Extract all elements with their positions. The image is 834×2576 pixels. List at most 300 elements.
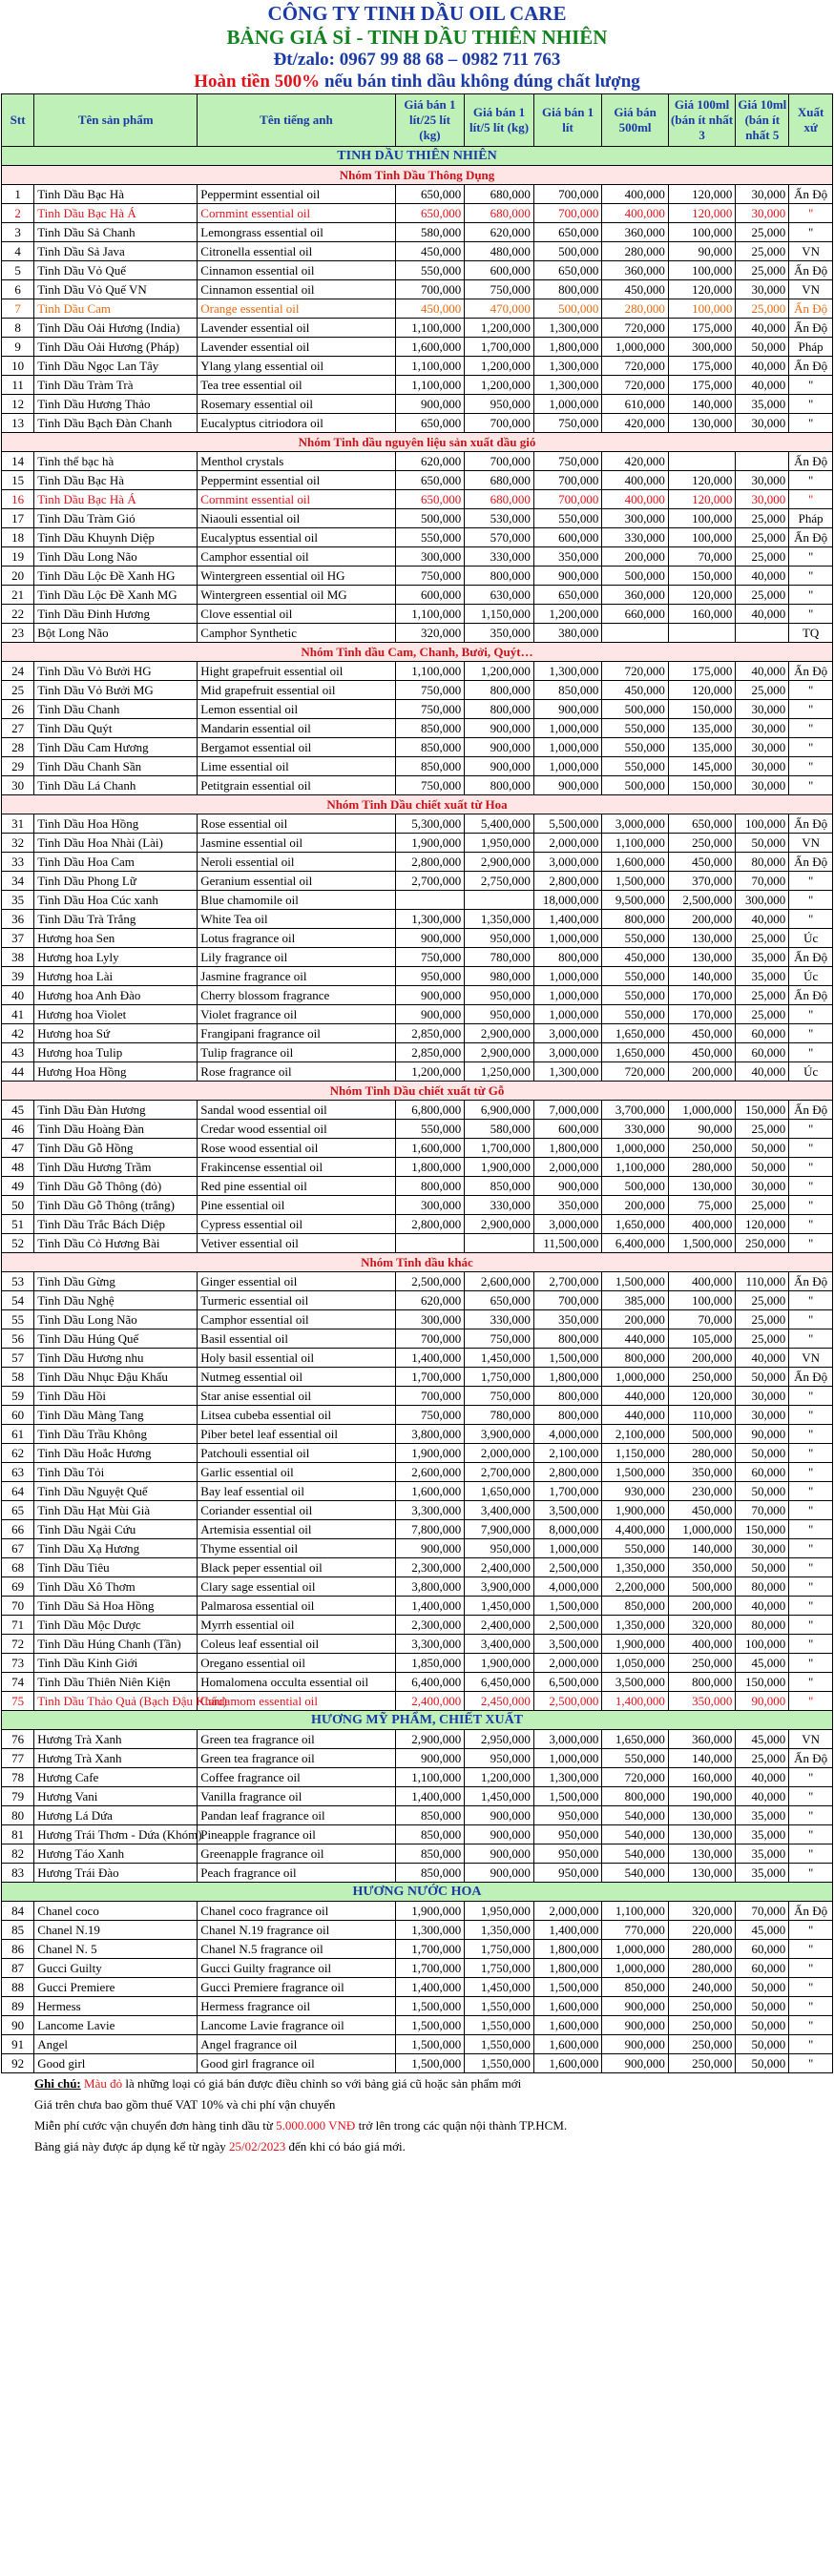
cell-price-1l: 2,800,000 (533, 1462, 602, 1481)
cell-stt: 17 (2, 508, 34, 527)
table-row (2, 527, 833, 546)
cell-origin: " (789, 546, 833, 566)
cell-price-1l: 4,000,000 (533, 1577, 602, 1596)
cell-price-10ml: 25,000 (736, 1748, 789, 1767)
cell-price-10ml: 30,000 (736, 1386, 789, 1405)
cell-price-25l: 1,100,000 (395, 604, 465, 623)
cell-price-1l: 1,000,000 (533, 1748, 602, 1767)
cell-price-1l: 1,300,000 (533, 375, 602, 394)
cell-stt: 52 (2, 1233, 34, 1252)
cell-price-25l: 1,100,000 (395, 661, 465, 680)
cell-price-10ml: 300,000 (736, 890, 789, 909)
cell-price-500ml: 280,000 (602, 241, 668, 260)
cell-price-5l: 950,000 (465, 928, 534, 947)
cell-price-1l: 1,000,000 (533, 928, 602, 947)
col-header-price-25l: Giá bán 1 lít/25 lít (kg) (395, 93, 465, 146)
cell-price-100ml (668, 451, 736, 470)
cell-english-name: Peppermint essential oil (198, 470, 395, 489)
cell-price-1l: 650,000 (533, 260, 602, 279)
note-text-3b: trở lên trong các quận nội thành TP.HCM. (358, 2117, 568, 2133)
cell-stt: 20 (2, 566, 34, 585)
cell-price-25l: 800,000 (395, 1176, 465, 1195)
cell-price-25l: 750,000 (395, 775, 465, 794)
cell-stt: 12 (2, 394, 34, 413)
cell-price-500ml: 360,000 (602, 585, 668, 604)
cell-stt: 87 (2, 1958, 34, 1977)
col-header-stt: Stt (2, 93, 34, 146)
table-row (2, 833, 833, 852)
cell-english-name: Lemon essential oil (198, 699, 395, 718)
cell-price-100ml: 100,000 (668, 299, 736, 318)
cell-price-1l: 5,500,000 (533, 814, 602, 833)
cell-origin: " (789, 470, 833, 489)
cell-price-10ml: 25,000 (736, 680, 789, 699)
cell-origin: " (789, 413, 833, 432)
note-text-4b: đến khi có báo giá mới. (288, 2138, 406, 2154)
cell-price-500ml: 500,000 (602, 1176, 668, 1195)
cell-price-10ml: 40,000 (736, 318, 789, 337)
cell-price-500ml: 1,650,000 (602, 1214, 668, 1233)
cell-price-25l: 3,800,000 (395, 1577, 465, 1596)
cell-product-name: Bột Long Não (34, 623, 198, 642)
note-effective-date: 25/02/2023 (229, 2138, 286, 2154)
table-row (2, 470, 833, 489)
cell-price-10ml: 40,000 (736, 375, 789, 394)
cell-price-10ml: 50,000 (736, 2053, 789, 2072)
cell-product-name: Tinh Dầu Hoa Cam (34, 852, 198, 871)
cell-price-1l: 3,500,000 (533, 1500, 602, 1519)
cell-price-500ml: 800,000 (602, 1348, 668, 1367)
cell-price-5l: 800,000 (465, 699, 534, 718)
cell-price-10ml: 150,000 (736, 1672, 789, 1691)
cell-stt: 76 (2, 1729, 34, 1748)
note-line-4 (34, 2136, 834, 2157)
cell-product-name: Tinh Dầu Sả Chanh (34, 222, 198, 241)
cell-origin: " (789, 1939, 833, 1958)
cell-english-name: Geranium essential oil (198, 871, 395, 890)
cell-origin: " (789, 566, 833, 585)
cell-stt: 77 (2, 1748, 34, 1767)
cell-price-1l: 750,000 (533, 451, 602, 470)
cell-price-1l: 1,500,000 (533, 1596, 602, 1615)
cell-price-10ml: 110,000 (736, 1271, 789, 1290)
cell-stt: 2 (2, 203, 34, 222)
cell-price-5l: 6,900,000 (465, 1100, 534, 1119)
cell-english-name: Mid grapefruit essential oil (198, 680, 395, 699)
table-row (2, 1786, 833, 1805)
cell-stt: 63 (2, 1462, 34, 1481)
cell-stt: 41 (2, 1004, 34, 1023)
cell-price-10ml: 30,000 (736, 775, 789, 794)
cell-price-1l: 800,000 (533, 1329, 602, 1348)
table-row (2, 1920, 833, 1939)
cell-price-25l: 2,800,000 (395, 1214, 465, 1233)
cell-price-100ml: 450,000 (668, 852, 736, 871)
section-title: HƯƠNG MỸ PHẨM, CHIẾT XUẤT (2, 1710, 833, 1729)
cell-price-1l: 1,600,000 (533, 2053, 602, 2072)
table-row (2, 1557, 833, 1577)
cell-price-5l: 680,000 (465, 470, 534, 489)
col-header-price-10ml: Giá 10ml (bán ít nhất 5 (736, 93, 789, 146)
cell-price-25l: 2,600,000 (395, 1462, 465, 1481)
cell-english-name: Oregano essential oil (198, 1653, 395, 1672)
cell-price-100ml: 145,000 (668, 756, 736, 775)
cell-product-name: Hương hoa Sứ (34, 1023, 198, 1042)
cell-price-100ml: 130,000 (668, 1805, 736, 1824)
price-table (1, 93, 833, 2073)
cell-price-10ml: 50,000 (736, 1481, 789, 1500)
cell-origin: Ấn Độ (789, 527, 833, 546)
cell-origin: " (789, 1481, 833, 1500)
cell-price-10ml: 25,000 (736, 546, 789, 566)
cell-price-1l: 600,000 (533, 527, 602, 546)
cell-price-10ml: 25,000 (736, 1195, 789, 1214)
cell-origin: " (789, 1023, 833, 1042)
cell-price-5l: 900,000 (465, 1824, 534, 1844)
cell-price-100ml: 170,000 (668, 985, 736, 1004)
cell-english-name: Tea tree essential oil (198, 375, 395, 394)
cell-origin: " (789, 1214, 833, 1233)
cell-english-name: Lotus fragrance oil (198, 928, 395, 947)
cell-price-10ml: 50,000 (736, 1443, 789, 1462)
table-row (2, 1863, 833, 1882)
cell-product-name: Tinh Dầu Sả Java (34, 241, 198, 260)
cell-price-100ml: 220,000 (668, 1920, 736, 1939)
cell-price-25l: 900,000 (395, 394, 465, 413)
cell-price-100ml: 90,000 (668, 241, 736, 260)
cell-origin: VN (789, 833, 833, 852)
cell-price-25l: 750,000 (395, 1405, 465, 1424)
cell-product-name: Hermess (34, 1996, 198, 2015)
cell-price-500ml: 770,000 (602, 1920, 668, 1939)
table-row (2, 356, 833, 375)
cell-product-name: Tinh Dầu Hoắc Hương (34, 1443, 198, 1462)
cell-stt: 3 (2, 222, 34, 241)
cell-price-100ml: 130,000 (668, 1176, 736, 1195)
cell-english-name: Cinnamon essential oil (198, 260, 395, 279)
table-row (2, 2015, 833, 2034)
cell-price-25l: 1,600,000 (395, 1481, 465, 1500)
cell-price-100ml: 280,000 (668, 1443, 736, 1462)
cell-price-25l: 300,000 (395, 546, 465, 566)
cell-origin: " (789, 871, 833, 890)
note-line-1 (34, 2073, 834, 2094)
cell-origin: " (789, 2053, 833, 2072)
cell-price-10ml: 25,000 (736, 928, 789, 947)
cell-price-1l: 1,300,000 (533, 356, 602, 375)
cell-price-5l: 3,400,000 (465, 1634, 534, 1653)
cell-product-name: Tinh Dầu Tràm Trà (34, 375, 198, 394)
cell-price-10ml: 80,000 (736, 1577, 789, 1596)
cell-english-name: Myrrh essential oil (198, 1615, 395, 1634)
cell-price-1l: 3,000,000 (533, 852, 602, 871)
cell-english-name: Pine essential oil (198, 1195, 395, 1214)
cell-origin: " (789, 680, 833, 699)
cell-stt: 7 (2, 299, 34, 318)
cell-product-name: Tinh Dầu Ngọc Lan Tây (34, 356, 198, 375)
cell-price-5l: 470,000 (465, 299, 534, 318)
cell-price-25l: 850,000 (395, 718, 465, 737)
cell-product-name: Tinh Dầu Chanh Sần (34, 756, 198, 775)
cell-stt: 6 (2, 279, 34, 299)
cell-product-name: Hương Táo Xanh (34, 1844, 198, 1863)
cell-price-10ml: 30,000 (736, 1405, 789, 1424)
cell-price-5l: 1,450,000 (465, 1977, 534, 1996)
cell-stt: 9 (2, 337, 34, 356)
table-row (2, 928, 833, 947)
cell-stt: 92 (2, 2053, 34, 2072)
cell-price-1l: 700,000 (533, 203, 602, 222)
cell-stt: 36 (2, 909, 34, 928)
cell-stt: 22 (2, 604, 34, 623)
cell-price-25l: 320,000 (395, 623, 465, 642)
cell-price-5l: 2,700,000 (465, 1462, 534, 1481)
cell-product-name: Tinh Dầu Lá Chanh (34, 775, 198, 794)
cell-price-5l: 900,000 (465, 1844, 534, 1863)
cell-product-name: Hương Trà Xanh (34, 1729, 198, 1748)
cell-origin: " (789, 1615, 833, 1634)
cell-price-10ml: 45,000 (736, 1653, 789, 1672)
cell-price-100ml: 500,000 (668, 1577, 736, 1596)
cell-price-10ml: 60,000 (736, 1939, 789, 1958)
table-row (2, 1767, 833, 1786)
cell-origin: " (789, 585, 833, 604)
cell-price-25l: 300,000 (395, 1195, 465, 1214)
cell-price-100ml: 230,000 (668, 1481, 736, 1500)
cell-price-500ml: 550,000 (602, 985, 668, 1004)
cell-price-100ml: 190,000 (668, 1786, 736, 1805)
cell-english-name: Lancome Lavie fragrance oil (198, 2015, 395, 2034)
cell-product-name: Tinh Dầu Hương Trầm (34, 1157, 198, 1176)
cell-price-5l: 1,750,000 (465, 1939, 534, 1958)
cell-price-500ml: 400,000 (602, 203, 668, 222)
table-row (2, 814, 833, 833)
cell-english-name: Bergamot essential oil (198, 737, 395, 756)
cell-origin: " (789, 1443, 833, 1462)
cell-stt: 46 (2, 1119, 34, 1138)
table-row (2, 299, 833, 318)
cell-price-500ml: 1,900,000 (602, 1500, 668, 1519)
cell-price-500ml: 540,000 (602, 1805, 668, 1824)
cell-price-100ml: 120,000 (668, 585, 736, 604)
cell-stt: 45 (2, 1100, 34, 1119)
table-row (2, 1004, 833, 1023)
cell-stt: 5 (2, 260, 34, 279)
cell-origin: " (789, 1195, 833, 1214)
table-row (2, 1577, 833, 1596)
cell-product-name: Gucci Premiere (34, 1977, 198, 1996)
table-row (2, 1443, 833, 1462)
cell-english-name: Star anise essential oil (198, 1386, 395, 1405)
cell-price-5l: 900,000 (465, 737, 534, 756)
table-row (2, 756, 833, 775)
cell-price-100ml: 130,000 (668, 1863, 736, 1882)
cell-price-100ml: 120,000 (668, 489, 736, 508)
cell-price-500ml: 900,000 (602, 2053, 668, 2072)
cell-product-name: Tinh Dầu Màng Tang (34, 1405, 198, 1424)
cell-product-name: Tinh Dầu Gỗ Thông (trắng) (34, 1195, 198, 1214)
cell-english-name: Cherry blossom fragrance (198, 985, 395, 1004)
cell-stt: 11 (2, 375, 34, 394)
cell-price-25l: 1,600,000 (395, 337, 465, 356)
cell-stt: 83 (2, 1863, 34, 1882)
cell-stt: 24 (2, 661, 34, 680)
cell-price-5l: 900,000 (465, 718, 534, 737)
cell-stt: 28 (2, 737, 34, 756)
cell-stt: 33 (2, 852, 34, 871)
cell-english-name: Artemisia essential oil (198, 1519, 395, 1538)
cell-stt: 85 (2, 1920, 34, 1939)
cell-stt: 8 (2, 318, 34, 337)
cell-price-25l: 1,400,000 (395, 1348, 465, 1367)
cell-price-500ml: 1,100,000 (602, 1157, 668, 1176)
cell-price-100ml: 450,000 (668, 1500, 736, 1519)
cell-price-25l: 1,700,000 (395, 1958, 465, 1977)
cell-price-500ml: 660,000 (602, 604, 668, 623)
note-red-label: Màu đỏ (84, 2075, 123, 2091)
cell-origin: " (789, 1138, 833, 1157)
cell-price-5l: 680,000 (465, 489, 534, 508)
cell-price-100ml: 200,000 (668, 909, 736, 928)
cell-price-500ml: 1,000,000 (602, 1367, 668, 1386)
cell-origin: " (789, 2015, 833, 2034)
cell-english-name: Rose wood essential oil (198, 1138, 395, 1157)
cell-product-name: Tinh thể bạc hà (34, 451, 198, 470)
cell-price-500ml: 1,350,000 (602, 1557, 668, 1577)
cell-english-name: Frakincense essential oil (198, 1157, 395, 1176)
table-row (2, 871, 833, 890)
cell-price-5l: 780,000 (465, 1405, 534, 1424)
cell-price-500ml: 1,900,000 (602, 1634, 668, 1653)
cell-price-1l: 750,000 (533, 413, 602, 432)
note-free-shipping-amount: 5.000.000 VNĐ (276, 2117, 356, 2133)
cell-price-25l: 850,000 (395, 1805, 465, 1824)
cell-price-100ml: 130,000 (668, 1824, 736, 1844)
cell-english-name: Angel fragrance oil (198, 2034, 395, 2053)
cell-product-name: Good girl (34, 2053, 198, 2072)
cell-product-name: Tinh Dầu Vỏ Quế (34, 260, 198, 279)
cell-price-1l: 1,300,000 (533, 1061, 602, 1081)
cell-origin: " (789, 1920, 833, 1939)
cell-price-25l: 1,300,000 (395, 1920, 465, 1939)
cell-product-name: Tinh Dầu Hương nhu (34, 1348, 198, 1367)
cell-stt: 44 (2, 1061, 34, 1081)
cell-price-25l: 550,000 (395, 1119, 465, 1138)
table-row (2, 375, 833, 394)
cell-product-name: Hương Hoa Hồng (34, 1061, 198, 1081)
cell-price-5l: 2,400,000 (465, 1557, 534, 1577)
cell-price-500ml: 550,000 (602, 1538, 668, 1557)
cell-product-name: Tinh Dầu Chanh (34, 699, 198, 718)
cell-product-name: Tinh Dầu Lộc Đề Xanh MG (34, 585, 198, 604)
cell-english-name: Thyme essential oil (198, 1538, 395, 1557)
cell-origin: Úc (789, 928, 833, 947)
cell-product-name: Hương Vani (34, 1786, 198, 1805)
table-row (2, 699, 833, 718)
cell-price-500ml: 1,000,000 (602, 1958, 668, 1977)
cell-price-1l: 3,000,000 (533, 1729, 602, 1748)
cell-price-10ml: 90,000 (736, 1691, 789, 1710)
cell-english-name: Tulip fragrance oil (198, 1042, 395, 1061)
cell-product-name: Tinh Dầu Trắc Bách Diệp (34, 1214, 198, 1233)
refund-text: nếu bán tinh dầu không đúng chất lượng (323, 72, 640, 93)
cell-english-name: Ylang ylang essential oil (198, 356, 395, 375)
table-row (2, 1901, 833, 1920)
cell-stt: 66 (2, 1519, 34, 1538)
cell-price-10ml: 35,000 (736, 1824, 789, 1844)
cell-product-name: Hương hoa Lyly (34, 947, 198, 966)
cell-english-name: Homalomena occulta essential oil (198, 1672, 395, 1691)
cell-price-5l: 530,000 (465, 508, 534, 527)
col-header-price-500ml: Giá bán 500ml (602, 93, 668, 146)
cell-price-5l: 680,000 (465, 184, 534, 203)
cell-product-name: Tinh Dầu Xô Thơm (34, 1577, 198, 1596)
cell-price-1l: 700,000 (533, 184, 602, 203)
table-row (2, 413, 833, 432)
cell-price-100ml: 150,000 (668, 699, 736, 718)
cell-price-500ml: 900,000 (602, 2015, 668, 2034)
cell-stt: 79 (2, 1786, 34, 1805)
cell-price-25l: 2,850,000 (395, 1023, 465, 1042)
cell-stt: 49 (2, 1176, 34, 1195)
table-row (2, 2034, 833, 2053)
cell-english-name: Vetiver essential oil (198, 1233, 395, 1252)
cell-product-name: Tinh Dầu Hạt Mùi Già (34, 1500, 198, 1519)
cell-price-100ml: 175,000 (668, 356, 736, 375)
cell-stt: 21 (2, 585, 34, 604)
cell-price-25l: 600,000 (395, 585, 465, 604)
cell-product-name: Tinh Dầu Sả Hoa Hồng (34, 1596, 198, 1615)
cell-price-25l: 300,000 (395, 1309, 465, 1329)
cell-origin: VN (789, 241, 833, 260)
cell-price-100ml: 100,000 (668, 222, 736, 241)
table-row (2, 508, 833, 527)
cell-price-100ml: 200,000 (668, 1348, 736, 1367)
cell-price-100ml: 360,000 (668, 1729, 736, 1748)
cell-price-25l: 1,400,000 (395, 1596, 465, 1615)
cell-price-10ml: 30,000 (736, 737, 789, 756)
cell-price-500ml: 400,000 (602, 184, 668, 203)
cell-product-name: Tinh Dầu Quýt (34, 718, 198, 737)
table-row (2, 1805, 833, 1824)
cell-price-100ml: 450,000 (668, 1023, 736, 1042)
cell-price-10ml: 35,000 (736, 1863, 789, 1882)
cell-stt: 53 (2, 1271, 34, 1290)
col-header-english-name: Tên tiếng anh (198, 93, 395, 146)
cell-price-100ml: 250,000 (668, 1138, 736, 1157)
table-row (2, 1653, 833, 1672)
cell-origin: Ấn Độ (789, 947, 833, 966)
cell-english-name: Cardamom essential oil (198, 1691, 395, 1710)
cell-price-5l: 950,000 (465, 394, 534, 413)
cell-product-name: Tinh Dầu Nghệ (34, 1290, 198, 1309)
cell-english-name: Turmeric essential oil (198, 1290, 395, 1309)
cell-price-25l: 620,000 (395, 1290, 465, 1309)
table-row (2, 1958, 833, 1977)
cell-price-10ml: 90,000 (736, 1424, 789, 1443)
cell-price-5l: 680,000 (465, 203, 534, 222)
cell-price-25l: 500,000 (395, 508, 465, 527)
cell-price-1l: 2,000,000 (533, 1157, 602, 1176)
cell-price-500ml: 450,000 (602, 947, 668, 966)
cell-stt: 14 (2, 451, 34, 470)
section-title: TINH DẦU THIÊN NHIÊN (2, 146, 833, 165)
cell-origin: " (789, 394, 833, 413)
cell-price-25l: 700,000 (395, 279, 465, 299)
cell-product-name: Hương hoa Violet (34, 1004, 198, 1023)
cell-price-100ml: 1,000,000 (668, 1100, 736, 1119)
note-line-3 (34, 2115, 834, 2136)
